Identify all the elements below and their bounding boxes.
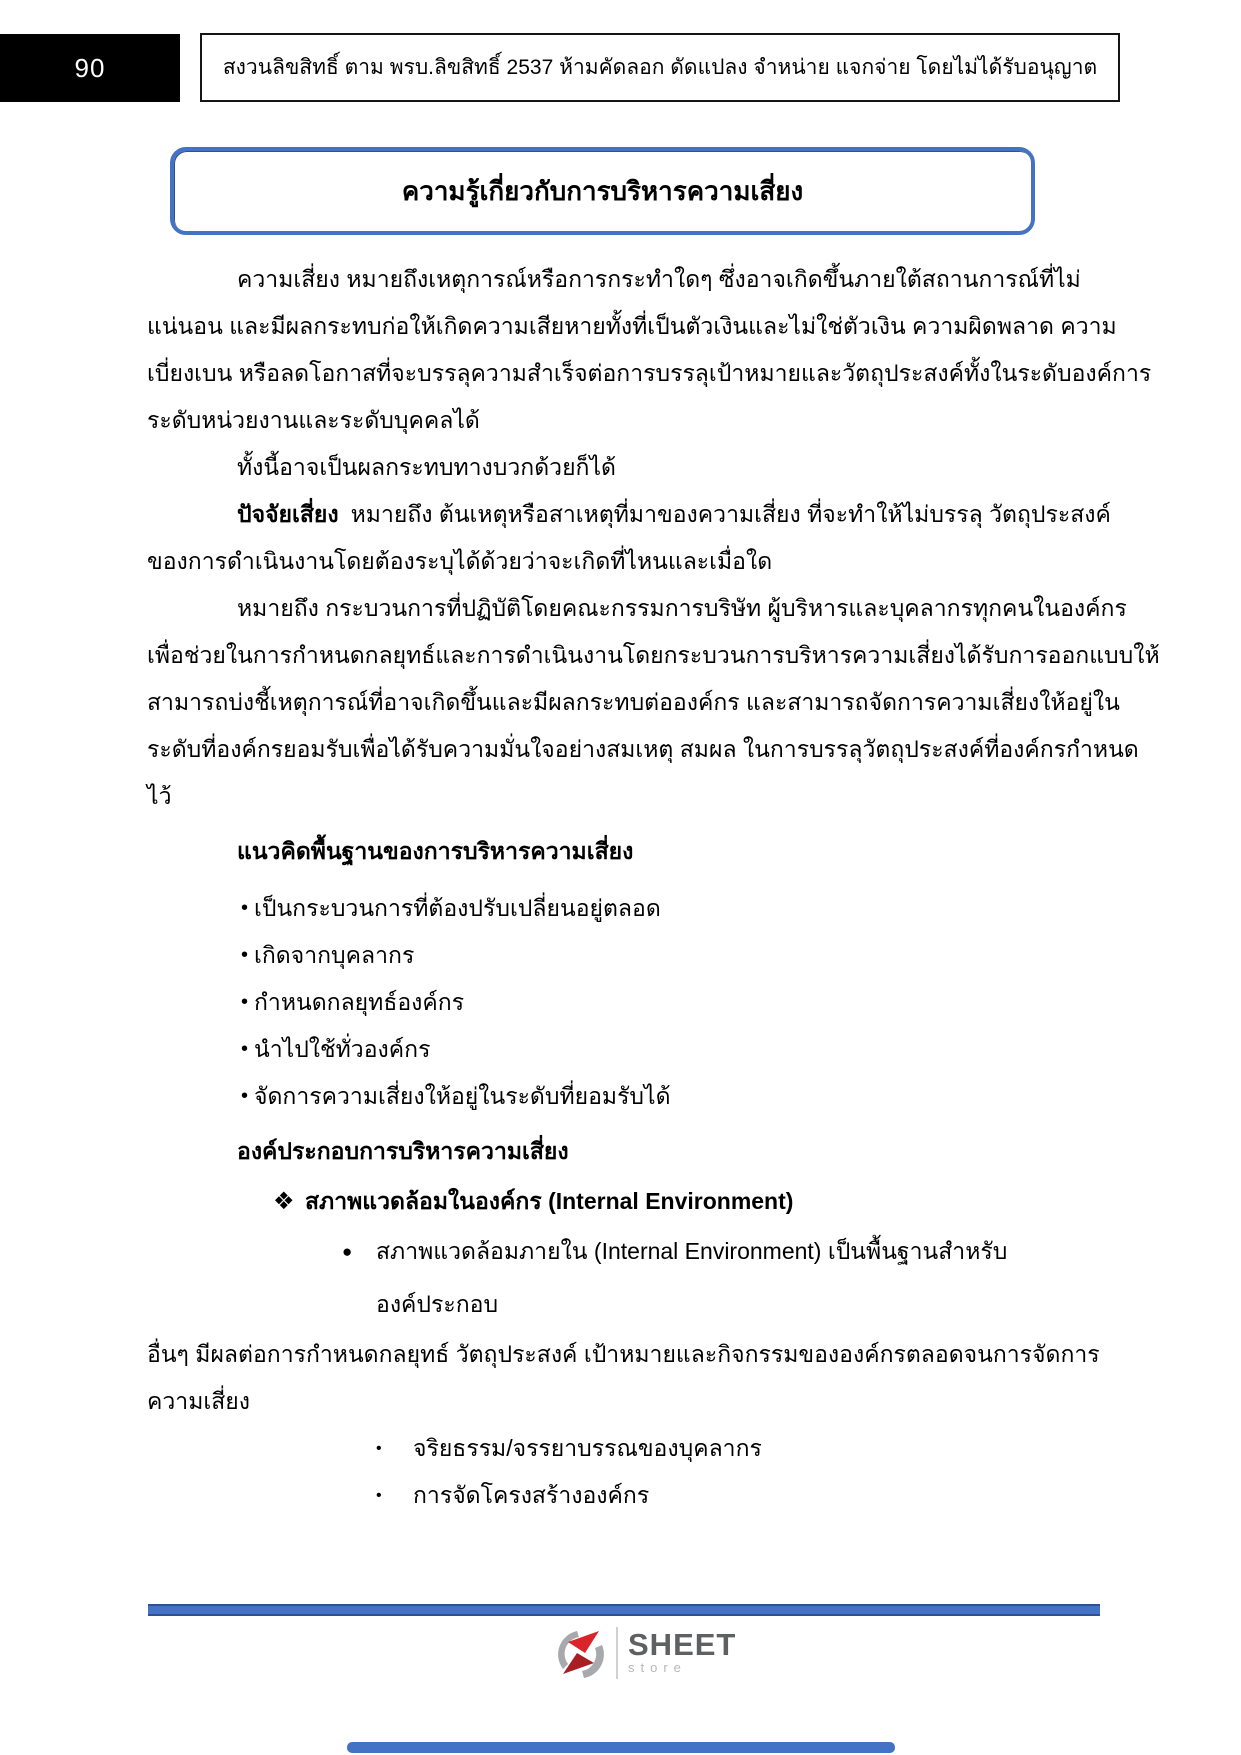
text-line: ของการดำเนินงานโดยต้องระบุได้ด้วยว่าจะเกิดที่ไหนและเมื่อใด [147, 548, 773, 574]
internal-environment-heading-text: สภาพแวดล้อมในองค์กร (Internal Environment) [305, 1188, 794, 1214]
text-line: สามารถบ่งชี้เหตุการณ์ที่อาจเกิดขึ้นและมีผลกระทบต่อองค์กร และสามารถจัดการความเสี่ยงให้อยู่ใน [147, 689, 1120, 715]
risk-factor-term: ปัจจัยเสี่ยง [237, 501, 339, 527]
text-line: ทั้งนี้อาจเป็นผลกระทบทางบวกด้วยก็ได้ [237, 454, 616, 480]
list-item [147, 1472, 1132, 1519]
text-line: ความเสี่ยง หมายถึงเหตุการณ์หรือการกระทำใดๆ ซึ่งอาจเกิดขึ้นภายใต้สถานการณ์ที่ไม่ [237, 266, 1081, 292]
list-item [147, 885, 1132, 932]
list-item-text: กำหนดกลยุทธ์องค์กร [254, 989, 465, 1015]
title-box [170, 147, 1035, 235]
text-line: สภาพแวดล้อมภายใน (Internal Environment) เป็นพื้นฐานสำหรับ [376, 1238, 1008, 1264]
list-item-text: จริยธรรม/จรรยาบรรณของบุคลากร [413, 1435, 762, 1461]
paragraph-risk-factor [147, 491, 1132, 585]
list-item-text: จัดการความเสี่ยงให้อยู่ในระดับที่ยอมรับได้ [254, 1083, 671, 1109]
bullet-icon: • [241, 897, 249, 919]
heading-basic-concepts: แนวคิดพื้นฐานของการบริหารความเสี่ยง [237, 838, 634, 864]
paragraph-risk-definition [147, 256, 1152, 444]
list-item-text: นำไปใช้ทั่วองค์กร [254, 1036, 431, 1062]
bullet-icon: • [376, 1440, 382, 1457]
circle-bullet-icon: ● [342, 1242, 353, 1261]
bullet-icon: • [241, 1038, 249, 1060]
bullet-icon: • [241, 991, 249, 1013]
list-item [147, 1425, 1132, 1472]
text-line: เพื่อช่วยในการกำหนดกลยุทธ์และการดำเนินงานโดยกระบวนการบริหารความเสี่ยงได้รับการออกแบบให้ [147, 642, 1160, 668]
text-line: ความเสี่ยง [147, 1388, 250, 1414]
logo-subname: store [628, 1660, 687, 1675]
bullet-icon: • [376, 1487, 382, 1504]
environment-factors-list [147, 1425, 1132, 1519]
text-line: องค์ประกอบ [376, 1291, 499, 1317]
list-item [147, 1073, 1132, 1120]
bottom-accent-bar [347, 1742, 895, 1753]
basic-concepts-list [147, 885, 1132, 1120]
sheet-store-logo [556, 1627, 736, 1679]
list-item-text: การจัดโครงสร้างองค์กร [413, 1482, 650, 1508]
diamond-bullet-icon: ❖ [273, 1188, 295, 1215]
page-title: ความรู้เกี่ยวกับการบริหารความเสี่ยง [401, 175, 804, 206]
bullet-icon: • [241, 944, 249, 966]
text-line [147, 491, 1132, 538]
footer-divider-rule [148, 1604, 1100, 1616]
list-item [147, 1026, 1132, 1073]
text-line: แน่นอน และมีผลกระทบก่อให้เกิดความเสียหายทั้งที่เป็นตัวเงินและไม่ใช่ตัวเงิน ความผิดพลาด ความ [147, 313, 1117, 339]
paragraph-positive-impact [147, 444, 1132, 491]
document-body [147, 256, 1160, 1519]
text-line: เบี่ยงเบน หรือลดโอกาสที่จะบรรลุความสำเร็จต่อการบรรลุเป้าหมายและวัตถุประสงค์ทั้งในระดับองค์การ [147, 360, 1152, 386]
bullet-icon: • [241, 1085, 249, 1107]
copyright-notice: สงวนลิขสิทธิ์ ตาม พรบ.ลิขสิทธิ์ 2537 ห้ามคัดลอก ดัดแปลง จำหน่าย แจกจ่าย โดยไม่ได้รับอนุญาต [222, 56, 1098, 79]
risk-factor-definition: หมายถึง ต้นเหตุหรือสาเหตุที่มาของความเสี่ยง ที่จะทำให้ไม่บรรลุ วัตถุประสงค์ [350, 501, 1111, 527]
text-line: อื่นๆ มีผลต่อการกำหนดกลยุทธ์ วัตถุประสงค์ เป้าหมายและกิจกรรมขององค์กรตลอดจนการจัดการ [147, 1341, 1100, 1367]
text-line: ไว้ [147, 783, 172, 809]
logo-divider [616, 1627, 618, 1679]
internal-environment-detail [147, 1225, 1132, 1331]
list-item-text: เป็นกระบวนการที่ต้องปรับเปลี่ยนอยู่ตลอด [254, 895, 661, 921]
logo-name: SHEET [628, 1627, 737, 1662]
text-line: หมายถึง กระบวนการที่ปฏิบัติโดยคณะกรรมการบริษัท ผู้บริหารและบุคลากรทุกคนในองค์กร [237, 595, 1127, 621]
internal-environment-heading [147, 1178, 1132, 1225]
page-number: 90 [74, 52, 106, 83]
copyright-box [200, 33, 1120, 102]
page-number-box [0, 34, 180, 102]
heading-risk-components: องค์ประกอบการบริหารความเสี่ยง [237, 1138, 569, 1164]
list-item [147, 979, 1132, 1026]
text-line: ระดับที่องค์กรยอมรับเพื่อได้รับความมั่นใจอย่างสมเหตุ สมผล ในการบรรลุวัตถุประสงค์ที่องค์กรกำหนด [147, 736, 1139, 762]
sheet-store-s-icon [556, 1627, 606, 1679]
paragraph-other-factors [147, 1331, 1132, 1425]
list-item-text: เกิดจากบุคลากร [254, 942, 415, 968]
text-line: ระดับหน่วยงานและระดับบุคคลได้ [147, 407, 480, 433]
paragraph-risk-management-process [147, 585, 1160, 820]
list-item [147, 932, 1132, 979]
logo-text [628, 1627, 737, 1676]
